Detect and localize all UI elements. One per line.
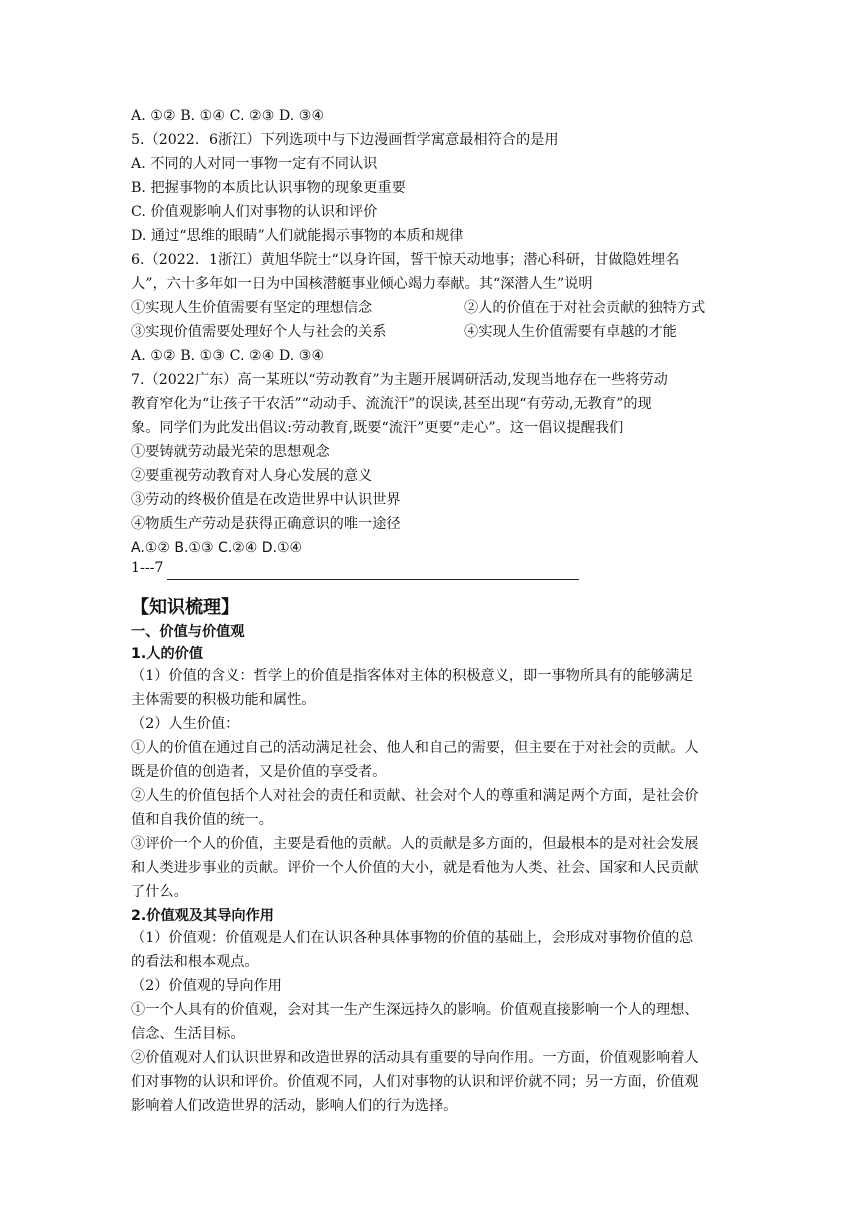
para3-line1: （1）价值观：价值观是人们在认识各种具体事物的价值的基础上，会形成对事物价值的总 [131, 930, 694, 946]
q7-stem-line3: 象。同学们为此发出倡议:劳动教育,既要“流汗”更要“走心”。这一倡议提醒我们 [131, 420, 624, 436]
q7-stem-line1: 7.（2022广东）高一某班以“劳动教育”为主题开展调研活动,发现当地存在一些将劳动 [131, 372, 668, 388]
q6-options-row1 [131, 296, 731, 320]
para4a-line1: ①一个人具有的价值观，会对其一生产生深远持久的影响。价值观直接影响一个人的理想、 [131, 1002, 699, 1018]
para2a-line1: ①人的价值在通过自己的活动满足社会、他人和自己的需要，但主要在于对社会的贡献。人 [131, 740, 699, 756]
q7-option-3: ③劳动的终极价值是在改造世界中认识世界 [131, 492, 401, 508]
para2c-line1: ③评价一个人的价值，主要是看他的贡献。人的贡献是多方面的，但最根本的是对社会发展 [131, 836, 699, 852]
answer-range-label: 1---7 [131, 560, 164, 576]
para2c-line2: 和人类进步事业的贡献。评价一个人价值的大小，就是看他为人类、社会、国家和人民贡献 [131, 860, 699, 876]
knowledge-heading: 【知识梳理】 [131, 597, 239, 618]
para3-line2: 的看法和根本观点。 [131, 954, 259, 970]
para1-line2: 主体需要的积极功能和属性。 [131, 692, 316, 708]
answer-blank-line [167, 565, 579, 580]
q5-option-a: A. 不同的人对同一事物一定有不同认识 [131, 156, 378, 172]
subheading-human-value: 1.人的价值 [131, 646, 204, 662]
subheading-values: 2.价值观及其导向作用 [131, 908, 274, 924]
q7-option-4: ④物质生产劳动是获得正确意识的唯一途径 [131, 516, 401, 532]
para2-heading: （2）人生价值： [131, 716, 240, 732]
answer-range-row [131, 556, 731, 580]
q6-option-2: ②人的价值在于对社会贡献的独特方式 [464, 300, 706, 316]
para4a-line2: 信念、生活目标。 [131, 1026, 245, 1042]
q5-stem: 5.（2022．6浙江）下列选项中与下边漫画哲学寓意最相符合的是用 [131, 132, 559, 148]
q6-option-4: ④实现人生价值需要有卓越的才能 [464, 324, 677, 340]
q5-option-d: D. 通过“思维的眼睛”人们就能揭示事物的本质和规律 [131, 228, 464, 244]
para4b-line2: 们对事物的认识和评价。价值观不同，人们对事物的认识和评价就不同；另一方面，价值观 [131, 1074, 699, 1090]
para4-heading: （2）价值观的导向作用 [131, 978, 282, 994]
q6-stem-line2: 人”，六十多年如一日为中国核潜艇事业倾心竭力奉献。其“深潜人生”说明 [131, 276, 593, 292]
para1-line1: （1）价值的含义：哲学上的价值是指客体对主体的积极意义，即一事物所具有的能够满足 [131, 668, 694, 684]
section-heading-value: 一、价值与价值观 [131, 624, 245, 640]
q5-option-b: B. 把握事物的本质比认识事物的现象更重要 [131, 180, 406, 196]
q6-answer-options: A. ①② B. ①③ C. ②④ D. ③④ [131, 348, 325, 364]
q6-stem-line1: 6.（2022．1浙江）黄旭华院士“以身许国，誓干惊天动地事；潜心科研，甘做隐姓埋名 [131, 252, 680, 268]
para2c-line3: 了什么。 [131, 884, 188, 900]
para2b-line1: ②人生的价值包括个人对社会的责任和贡献、社会对个人的尊重和满足两个方面，是社会价 [131, 788, 699, 804]
q7-stem-line2: 教育窄化为“让孩子干农活”“动动手、流流汗”的误读,甚至出现“有劳动,无教育”的现 [131, 396, 652, 412]
para4b-line1: ②价值观对人们认识世界和改造世界的活动具有重要的导向作用。一方面，价值观影响着人 [131, 1050, 699, 1066]
q6-option-3: ③实现价值需要处理好个人与社会的关系 [131, 324, 387, 340]
q7-option-1: ①要铸就劳动最光荣的思想观念 [131, 444, 330, 460]
para2b-line2: 值和自我价值的统一。 [131, 812, 273, 828]
q4-answer-options: A. ①② B. ①④ C. ②③ D. ③④ [131, 108, 325, 124]
q6-options-row2 [131, 320, 731, 344]
q7-answer-options: A.①② B.①③ C.②④ D.①④ [131, 540, 303, 556]
q7-option-2: ②要重视劳动教育对人身心发展的意义 [131, 468, 373, 484]
q6-option-1: ①实现人生价值需要有坚定的理想信念 [131, 300, 373, 316]
para2a-line2: 既是价值的创造者，又是价值的享受者。 [131, 764, 387, 780]
q5-option-c: C. 价值观影响人们对事物的认识和评价 [131, 204, 378, 220]
para4b-line3: 影响着人们改造世界的活动，影响人们的行为选择。 [131, 1098, 458, 1114]
